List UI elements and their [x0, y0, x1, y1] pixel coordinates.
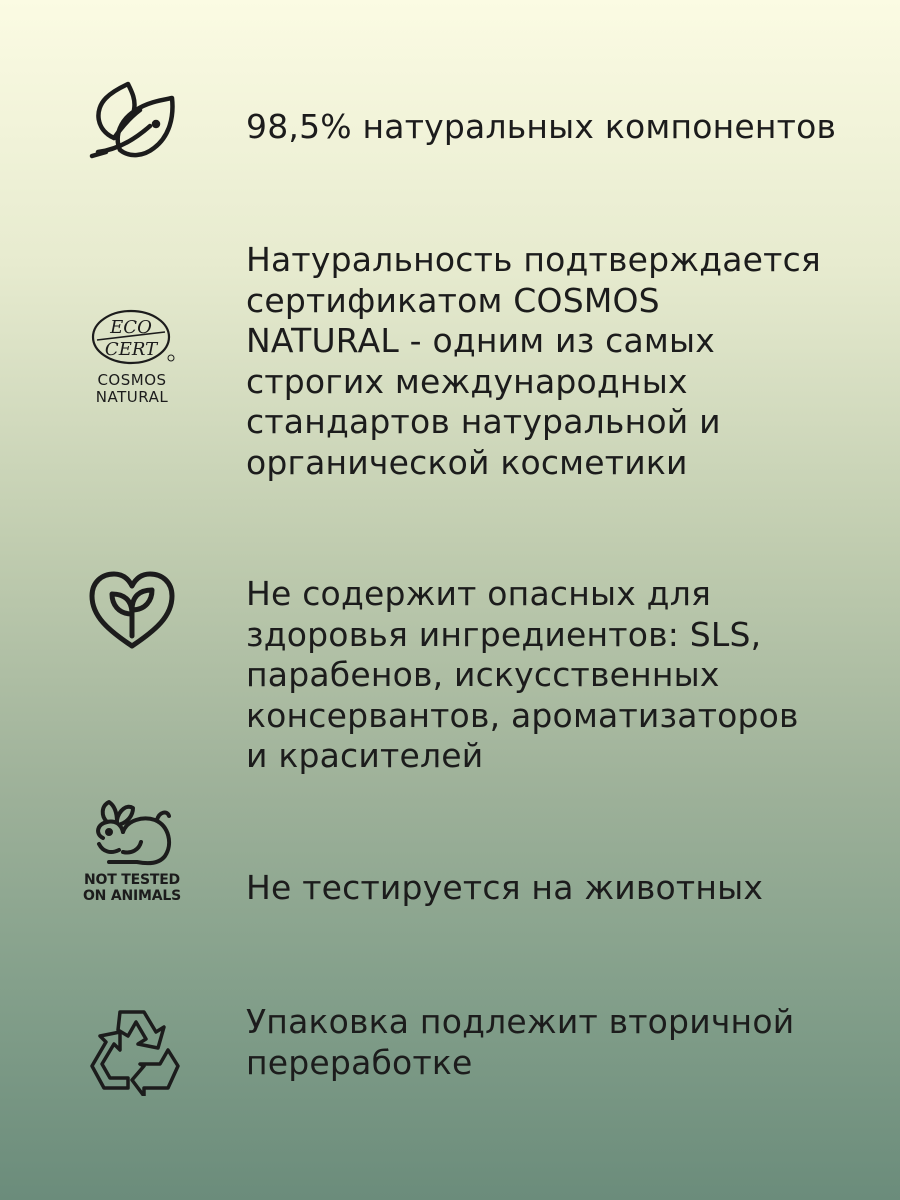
feature-text: Упаковка подлежит вторичной переработке: [246, 1002, 795, 1082]
ecocert-logo-cert: CERT: [104, 339, 158, 360]
feature-text: Не тестируется на животных: [246, 868, 764, 907]
leaf-icon: [72, 80, 192, 164]
heart-sprout-icon: [72, 570, 192, 652]
recycle-icon: [72, 1006, 192, 1096]
rabbit-icon: [72, 798, 192, 904]
ecocert-icon: [72, 306, 192, 406]
feature-text: Натуральность подтверждается сертификатом COSMOS NATURAL - одним из самых строгих международных стандартов натуральной и органической косметики: [246, 240, 821, 482]
feature-text: 98,5% натуральных компонентов: [246, 107, 837, 146]
feature-text: Не содержит опасных для здоровья ингредиентов: SLS, парабенов, искусственных консервантов, ароматизаторов и красителей: [246, 574, 799, 775]
ecocert-logo-eco: ECO: [110, 317, 152, 338]
not-tested-label: NOT TESTED ON ANIMALS: [82, 872, 182, 904]
cosmos-natural-label: COSMOS NATURAL: [95, 371, 169, 406]
